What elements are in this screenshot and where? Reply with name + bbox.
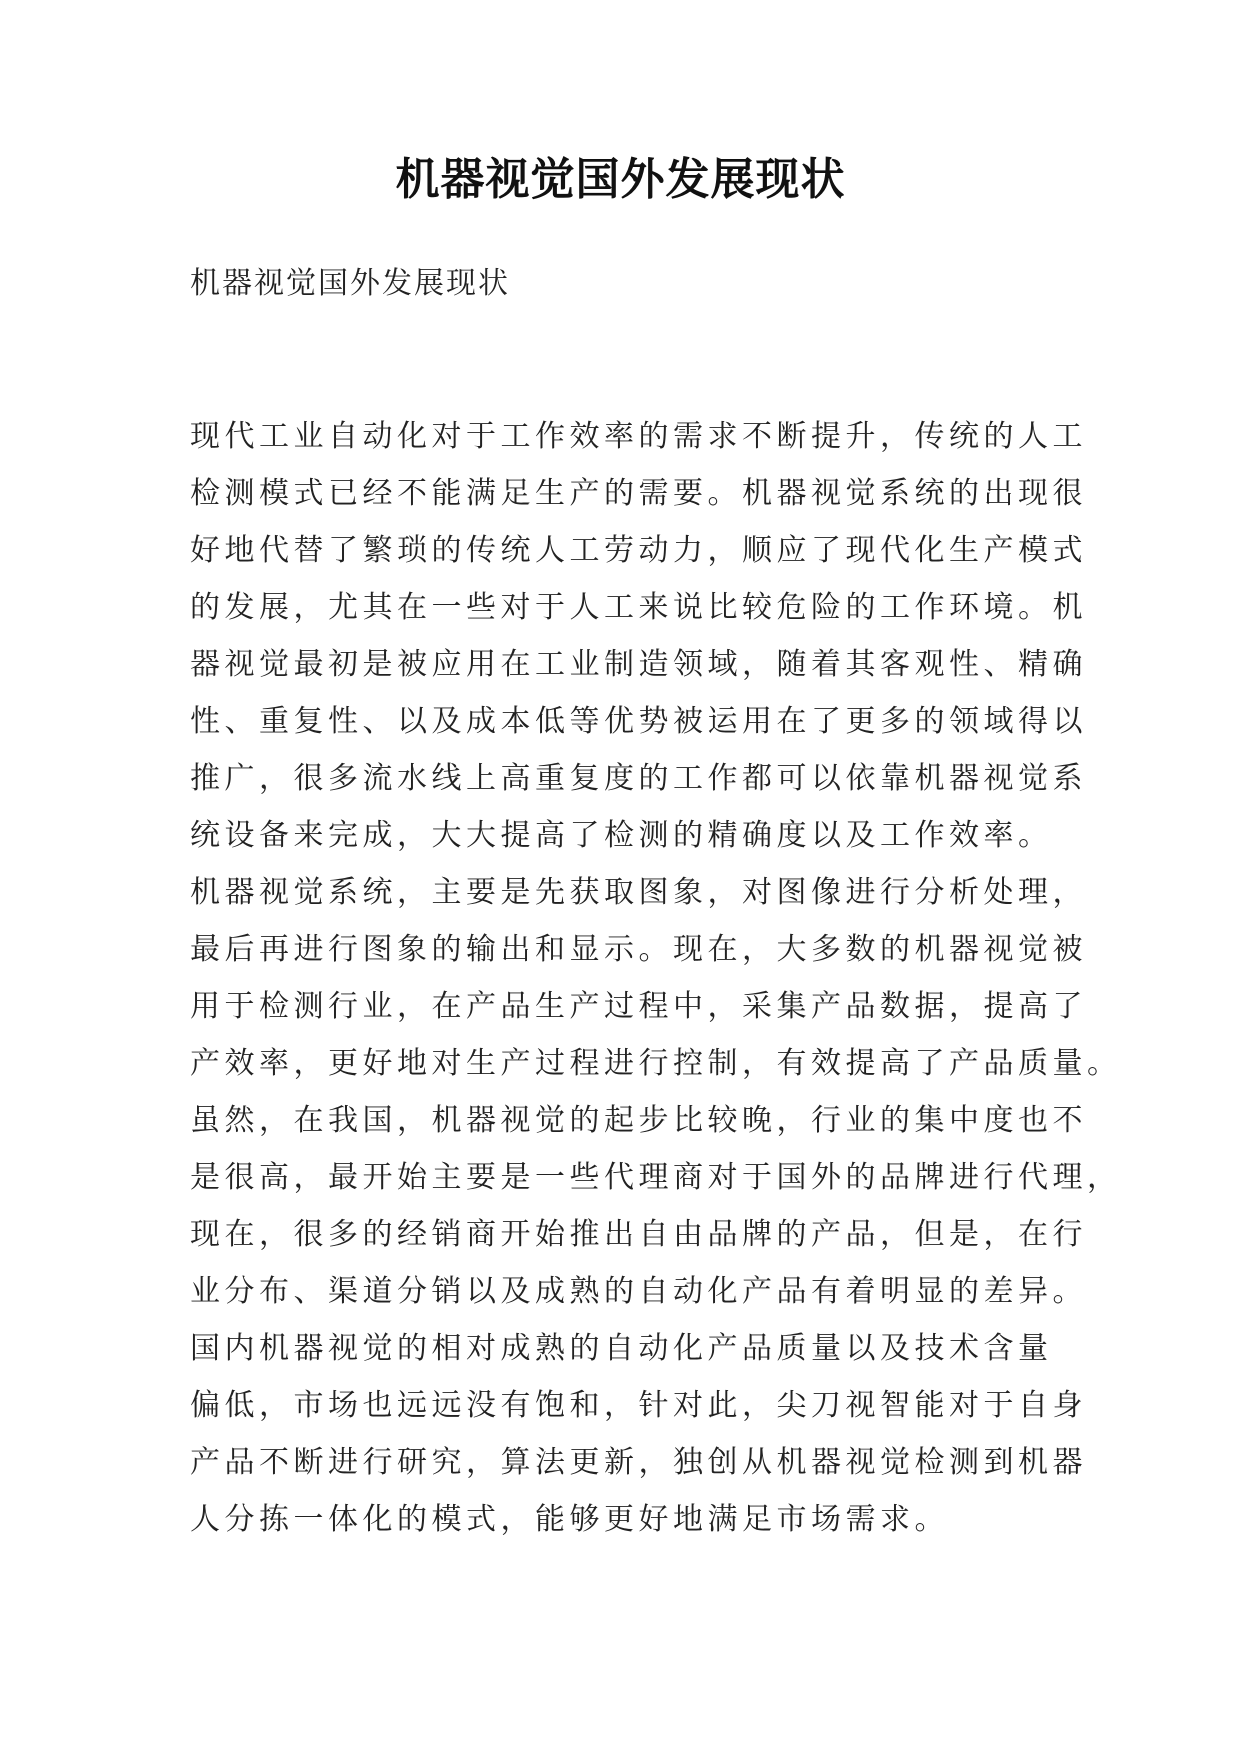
body-line: 是很高，最开始主要是一些代理商对于国外的品牌进行代理， — [190, 1160, 1122, 1195]
body-line: 统设备来完成，大大提高了检测的精确度以及工作效率。 — [190, 818, 1053, 853]
body-line: 虽然，在我国，机器视觉的起步比较晚，行业的集中度也不 — [190, 1103, 1087, 1138]
body-line: 机器视觉系统，主要是先获取图象，对图像进行分析处理， — [190, 875, 1087, 910]
body-text — [190, 408, 1122, 1548]
body-line: 检测模式已经不能满足生产的需要。机器视觉系统的出现很 — [190, 476, 1087, 511]
body-line: 现代工业自动化对于工作效率的需求不断提升，传统的人工 — [190, 419, 1087, 454]
body-line: 推广，很多流水线上高重复度的工作都可以依靠机器视觉系 — [190, 761, 1087, 796]
body-line: 性、重复性、以及成本低等优势被运用在了更多的领域得以 — [190, 704, 1087, 739]
body-line: 好地代替了繁琐的传统人工劳动力，顺应了现代化生产模式 — [190, 533, 1087, 568]
body-line: 业分布、渠道分销以及成熟的自动化产品有着明显的差异。 — [190, 1274, 1087, 1309]
document-title: 机器视觉国外发展现状 — [395, 154, 846, 205]
document-subtitle: 机器视觉国外发展现状 — [190, 266, 510, 301]
body-line: 器视觉最初是被应用在工业制造领域，随着其客观性、精确 — [190, 647, 1087, 682]
body-line: 产品不断进行研究，算法更新，独创从机器视觉检测到机器 — [190, 1445, 1087, 1480]
body-line: 现在，很多的经销商开始推出自由品牌的产品，但是，在行 — [190, 1217, 1087, 1252]
body-line: 国内机器视觉的相对成熟的自动化产品质量以及技术含量 — [190, 1331, 1053, 1366]
body-line: 的发展，尤其在一些对于人工来说比较危险的工作环境。机 — [190, 590, 1087, 625]
body-line: 用于检测行业，在产品生产过程中，采集产品数据，提高了 — [190, 989, 1087, 1024]
body-line: 最后再进行图象的输出和显示。现在，大多数的机器视觉被 — [190, 932, 1087, 967]
body-line: 人分拣一体化的模式，能够更好地满足市场需求。 — [190, 1502, 949, 1537]
body-line: 产效率，更好地对生产过程进行控制，有效提高了产品质量。 — [190, 1046, 1122, 1081]
body-line: 偏低，市场也远远没有饱和，针对此，尖刀视智能对于自身 — [190, 1388, 1087, 1423]
